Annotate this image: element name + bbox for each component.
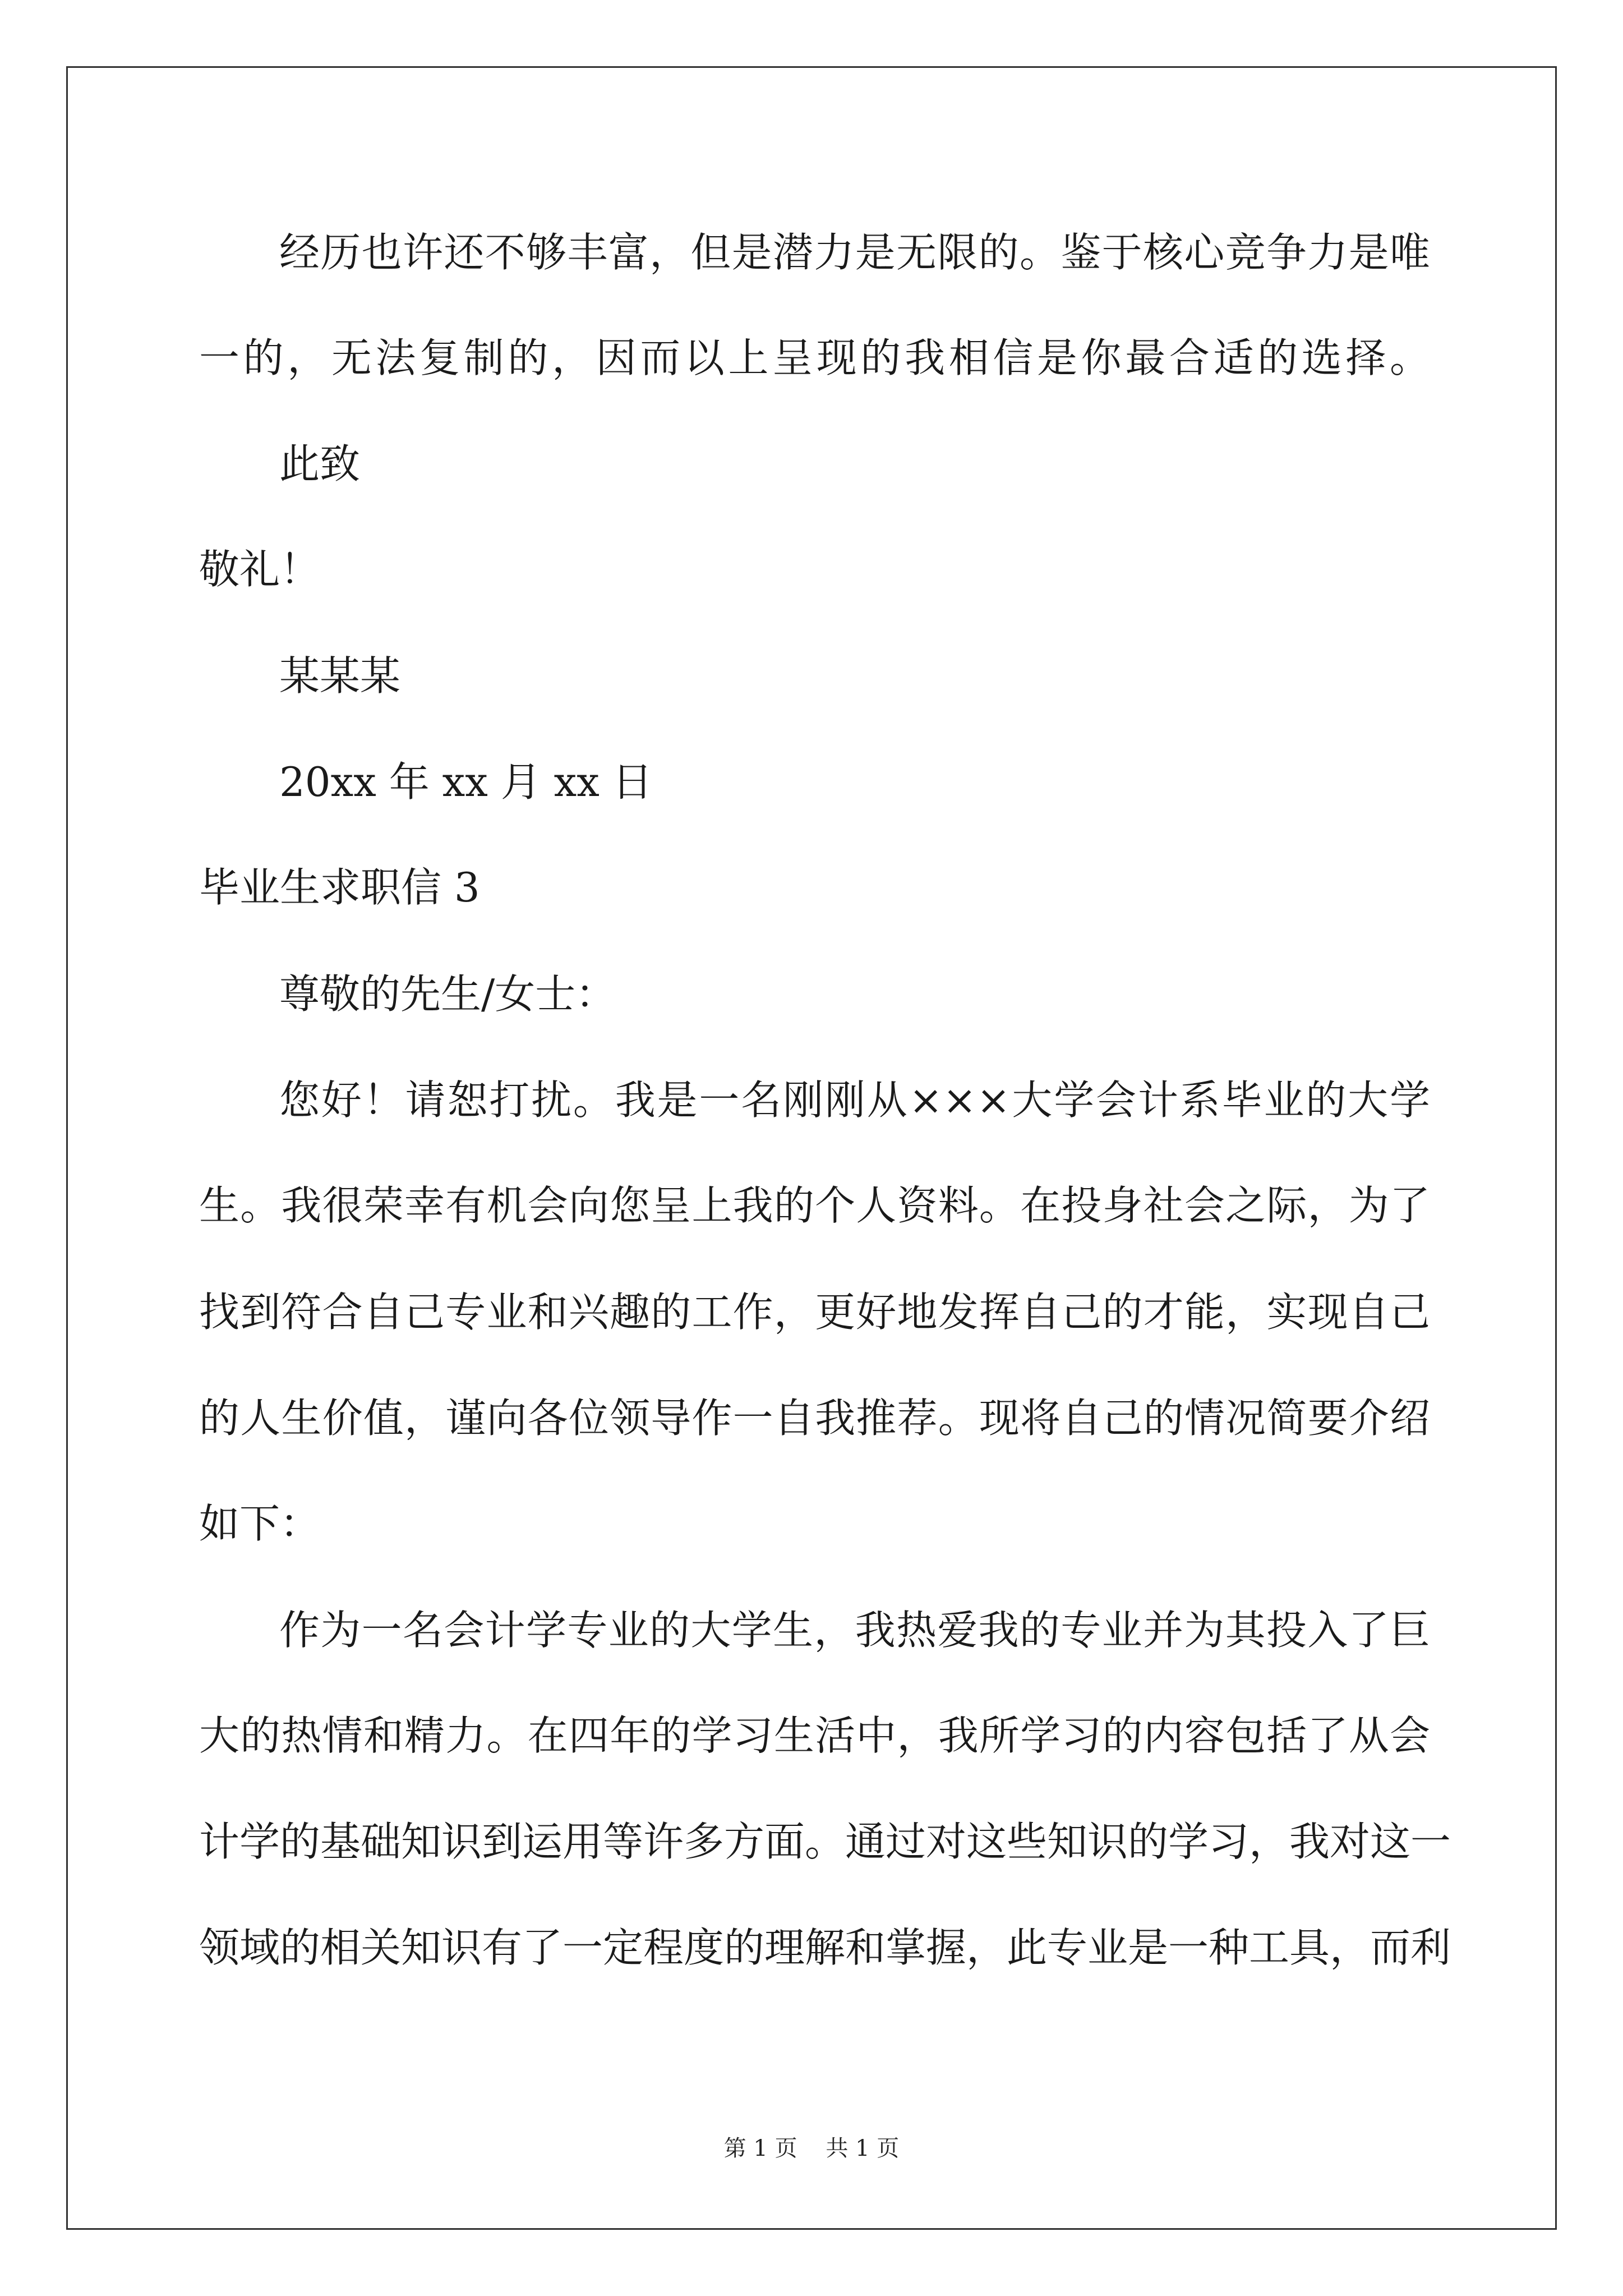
- paragraph-line: 一的，无法复制的，因而以上呈现的我相信是你最合适的选择。: [199, 334, 1430, 381]
- paragraph-line: 您好！请恕打扰。我是一名刚刚从×××大学会计系毕业的大学: [279, 1076, 1430, 1124]
- paragraph-line: 如下：: [199, 1500, 321, 1547]
- section-title: 毕业生求职信 3: [199, 864, 480, 911]
- signature-name: 某某某: [279, 652, 401, 700]
- paragraph-line: 找到符合自己专业和兴趣的工作，更好地发挥自己的才能，实现自己: [199, 1289, 1430, 1336]
- paragraph-line: 作为一名会计学专业的大学生，我热爱我的专业并为其投入了巨: [279, 1607, 1430, 1654]
- page-number-footer: 第 1 页 共 1 页: [723, 2136, 900, 2161]
- paragraph-line: 经历也许还不够丰富，但是潜力是无限的。鉴于核心竞争力是唯: [279, 229, 1430, 276]
- paragraph-line: 生。我很荣幸有机会向您呈上我的个人资料。在投身社会之际，为了: [199, 1182, 1430, 1229]
- signature-date: 20xx 年 xx 月 xx 日: [279, 758, 653, 806]
- letter-greeting: 尊敬的先生/女士：: [279, 970, 616, 1018]
- paragraph-line: 的人生价值，谨向各位领导作一自我推荐。现将自己的情况简要介绍: [199, 1395, 1430, 1442]
- paragraph-line: 大的热情和精力。在四年的学习生活中，我所学习的内容包括了从会: [199, 1712, 1430, 1759]
- paragraph-line: 计学的基础知识到运用等许多方面。通过对这些知识的学习，我对这一: [199, 1818, 1451, 1865]
- closing-respect: 敬礼！: [199, 546, 321, 593]
- page-frame: [66, 66, 1557, 2230]
- closing-salutation: 此致: [279, 440, 361, 487]
- paragraph-line: 领域的相关知识有了一定程度的理解和掌握，此专业是一种工具，而利: [199, 1924, 1451, 1971]
